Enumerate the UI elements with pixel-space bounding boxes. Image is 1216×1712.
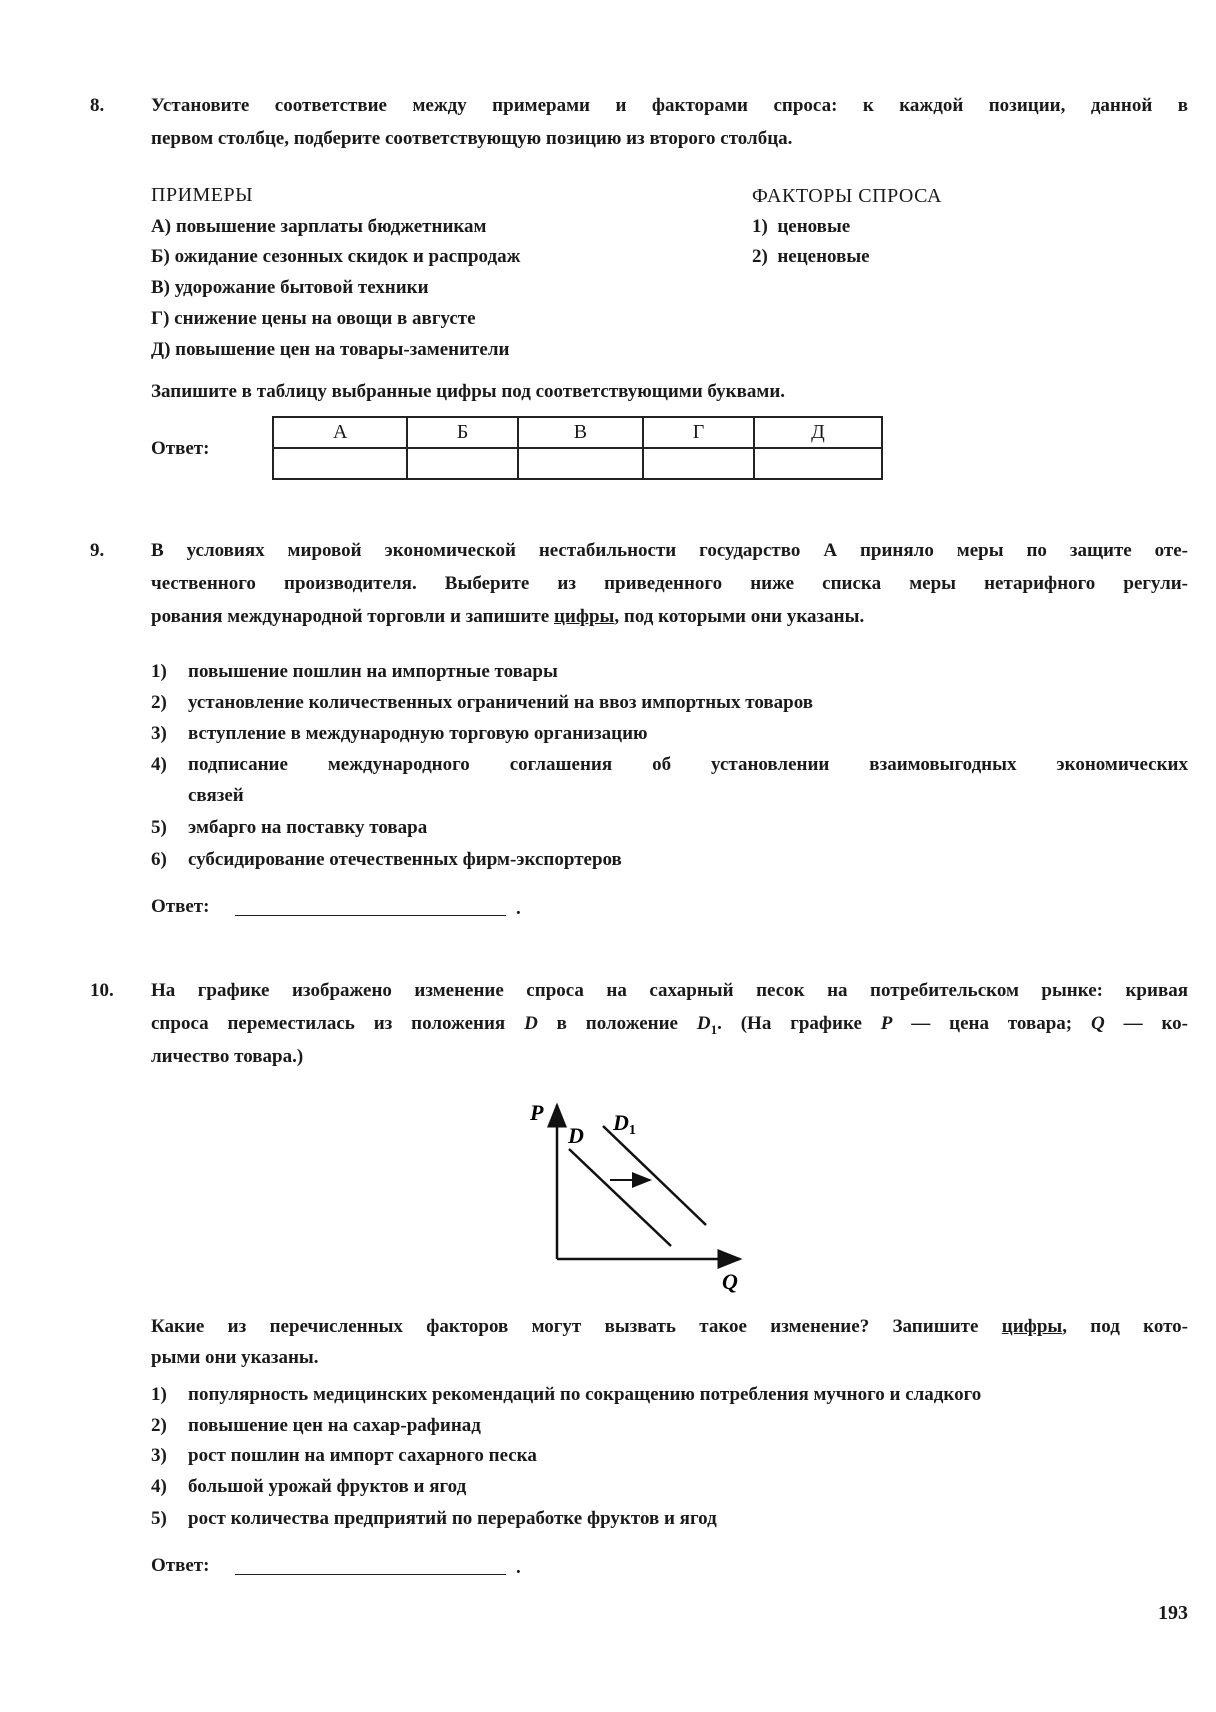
q10-text-line: На графике изображено изменение спроса на сахарный песок на потребительском рынке: кривая bbox=[151, 980, 1188, 1001]
list-item-text: связей bbox=[188, 785, 244, 806]
table-header-v: В bbox=[518, 417, 643, 448]
demand-curve-d bbox=[569, 1149, 671, 1246]
q-axis-label: Q bbox=[722, 1269, 738, 1294]
table-header-a: А bbox=[273, 417, 407, 448]
answer-label: Ответ: bbox=[151, 1555, 210, 1576]
q10-number: 10. bbox=[90, 980, 114, 1001]
list-item: Д) повышение цен на товары-заменители bbox=[151, 339, 510, 360]
list-item-text: субсидирование отечественных фирм-экспортеров bbox=[188, 849, 622, 870]
list-item: 2) неценовые bbox=[752, 246, 870, 267]
p-axis-label: P bbox=[530, 1100, 544, 1125]
q8-text-line: Установите соответствие между примерами и факторами спроса: к каждой позиции, данной в bbox=[151, 95, 1188, 116]
list-item-text: эмбарго на поставку товара bbox=[188, 817, 428, 838]
curve-d1-label: D1 bbox=[613, 1110, 636, 1138]
factors-header: ФАКТОРЫ СПРОСА bbox=[752, 185, 942, 207]
answer-cell-a[interactable] bbox=[273, 448, 407, 479]
list-item-text: установление количественных ограничений на ввоз импортных товаров bbox=[188, 692, 813, 713]
answer-field[interactable] bbox=[235, 1552, 506, 1575]
table-header-d: Д bbox=[754, 417, 882, 448]
q10-question-line: Какие из перечисленных факторов могут вызвать такое изменение? Запишите цифры, под кото- bbox=[151, 1316, 1189, 1337]
list-item-text: повышение пошлин на импортные товары bbox=[188, 661, 558, 682]
list-item: 3) bbox=[151, 1445, 167, 1466]
examples-header: ПРИМЕРЫ bbox=[151, 184, 254, 206]
answer-period: . bbox=[516, 1557, 521, 1578]
list-item: 1) ценовые bbox=[752, 216, 851, 237]
list-item: Г) снижение цены на овощи в августе bbox=[151, 308, 476, 329]
answer-label: Ответ: bbox=[151, 438, 210, 459]
q8-text-line: первом столбце, подберите соответствующую позицию из второго столбца. bbox=[151, 128, 793, 149]
answer-cell-g[interactable] bbox=[643, 448, 754, 479]
list-item: 5) bbox=[151, 1508, 167, 1529]
list-item: 2) bbox=[151, 1415, 167, 1436]
list-item: Б) ожидание сезонных скидок и распродаж bbox=[151, 246, 521, 267]
list-item: 2) bbox=[151, 692, 167, 713]
answer-label: Ответ: bbox=[151, 896, 210, 917]
q8-instruction: Запишите в таблицу выбранные цифры под соответствующими буквами. bbox=[151, 381, 786, 402]
q8-number: 8. bbox=[90, 95, 105, 116]
demand-curve-d1 bbox=[603, 1126, 706, 1225]
answer-cell-d[interactable] bbox=[754, 448, 882, 479]
curve-d-label: D bbox=[568, 1123, 584, 1148]
list-item-text: подписание международного соглашения об установлении взаимовыгодных экономических bbox=[188, 754, 1188, 775]
q9-text-line: рования международной торговли и запишите цифры, под которыми они указаны. bbox=[151, 606, 865, 627]
demand-shift-graph bbox=[500, 1080, 780, 1310]
emphasis: цифры bbox=[553, 606, 615, 627]
answer-field[interactable] bbox=[235, 893, 506, 916]
list-item-text: вступление в международную торговую организацию bbox=[188, 723, 648, 744]
q10-question-line: рыми они указаны. bbox=[151, 1347, 319, 1368]
q9-text-line: чественного производителя. Выберите из приведенного ниже списка меры нетарифного регули- bbox=[151, 573, 1188, 594]
table-header-b: Б bbox=[407, 417, 517, 448]
q9-number: 9. bbox=[90, 540, 105, 561]
answer-cell-v[interactable] bbox=[518, 448, 643, 479]
list-item: В) удорожание бытовой техники bbox=[151, 277, 429, 298]
list-item: 6) bbox=[151, 849, 167, 870]
list-item: 4) bbox=[151, 1476, 167, 1497]
list-item: 1) bbox=[151, 1384, 167, 1405]
list-item-text: повышение цен на сахар-рафинад bbox=[188, 1415, 481, 1436]
q10-text-line: личество товара.) bbox=[151, 1046, 304, 1067]
list-item: 5) bbox=[151, 817, 167, 838]
list-item-text: рост количества предприятий по переработке фруктов и ягод bbox=[188, 1508, 717, 1529]
table-header-g: Г bbox=[643, 417, 754, 448]
q9-text-line: В условиях мировой экономической нестабильности государство А приняло меры по защите оте- bbox=[151, 540, 1188, 561]
emphasis: цифры bbox=[1001, 1316, 1063, 1337]
q10-text-line: спроса переместилась из положения D в положение $D_1$. (На графике P — цена товара; Q — ко- bbox=[151, 1013, 1188, 1037]
list-item: 3) bbox=[151, 723, 167, 744]
list-item-text: большой урожай фруктов и ягод bbox=[188, 1476, 467, 1497]
list-item: 1) bbox=[151, 661, 167, 682]
list-item-text: рост пошлин на импорт сахарного песка bbox=[188, 1445, 537, 1466]
answer-cell-b[interactable] bbox=[407, 448, 517, 479]
answer-table bbox=[272, 416, 883, 480]
answer-period: . bbox=[516, 898, 521, 919]
list-item-text: популярность медицинских рекомендаций по сокращению потребления мучного и сладкого bbox=[188, 1384, 982, 1405]
list-item: А) повышение зарплаты бюджетникам bbox=[151, 216, 487, 237]
page-number: 193 bbox=[1158, 1602, 1188, 1624]
list-item: 4) bbox=[151, 754, 167, 775]
